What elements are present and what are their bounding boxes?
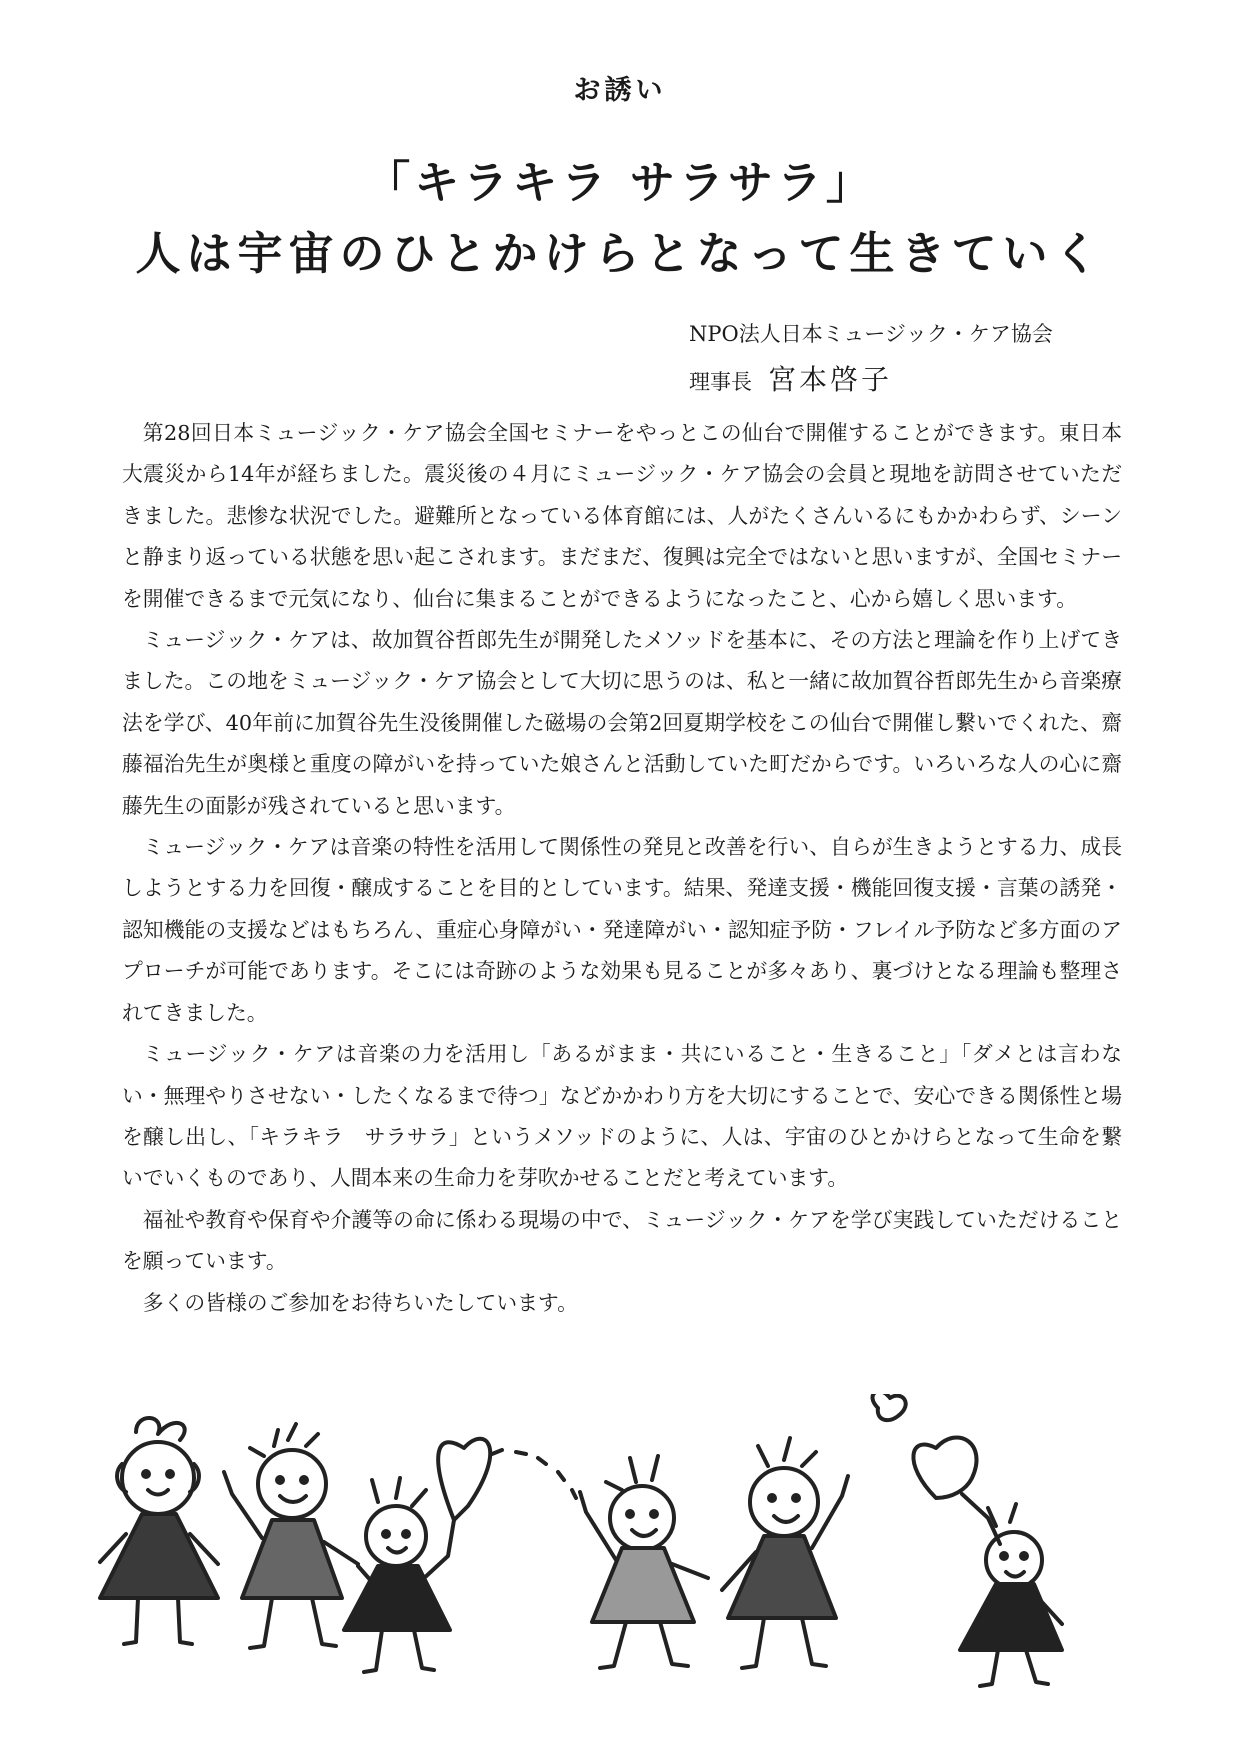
paragraph: ミュージック・ケアは音楽の力を活用し「あるがまま・共にいること・生きること」「ダメとは言わない・無理やりさせない・したくなるまで待つ」などかかわり方を大切にすることで、安心できる関係性と場を醸し出し、「キラキラ サラサラ」というメソッドのように、人は、宇宙のひとかけらとなって生命を繋いでいくものであり、人間本来の生命力を芽吹かせることだと考えています。 (122, 1042, 1122, 1191)
paragraph: ミュージック・ケアは、故加賀谷哲郎先生が開発したメソッドを基本に、その方法と理論を作り上げてきました。この地をミュージック・ケア協会として大切に思うのは、私と一緒に故加賀谷哲郎先生から音楽療法を学び、40年前に加賀谷先生没後開催した磁場の会第2回夏期学校をこの仙台で開催し繋いでくれた、齋藤福治先生が奥様と重度の障がいを持っていた娘さんと活動していた町だからです。いろいろな人の心に齋藤先生の面影が残されていると思います。 (122, 628, 1122, 818)
child-2-figure (224, 1424, 358, 1648)
child-1-figure (100, 1418, 218, 1644)
title-line-2: 人は宇宙のひとかけらとなって生きていく (135, 227, 1105, 280)
author-organization: NPO法人日本ミュージック・ケア協会 (689, 322, 1053, 346)
floating-balloon-shape (873, 1394, 906, 1420)
paragraph: 福祉や教育や保育や介護等の命に係わる現場の中で、ミュージック・ケアを学び実践していただけることを願っています。 (122, 1207, 1122, 1274)
child-5-figure (722, 1438, 848, 1668)
paragraph: ミュージック・ケアは音楽の特性を活用して関係性の発見と改善を行い、自らが生きようとする力、成長しようとする力を回復・醸成することを目的としています。結果、発達支援・機能回復支援・言葉の誘発・認知機能の支援などはもちろん、重症心身障がい・発達障がい・認知症予防・フレイル予防など多方面のアプローチが可能であります。そこには奇跡のような効果も見ることが多々あり、裏づけとなる理論も整理されてきました。 (122, 835, 1122, 1025)
author-name: 宮本啓子 (768, 363, 893, 396)
body-text (122, 413, 1122, 1324)
child-6-figure (913, 1437, 1062, 1686)
invitation-heading: お誘い (573, 75, 667, 106)
child-3-figure (344, 1439, 576, 1672)
author-line (689, 358, 892, 398)
paragraph: 多くの皆様のご参加をお待ちいたしています。 (142, 1290, 578, 1315)
title-line-1: 「キラキラ サラサラ」 (365, 156, 875, 209)
paragraph: 第28回日本ミュージック・ケア協会全国セミナーをやっとこの仙台で開催することができます。東日本大震災から14年が経ちました。震災後の４月にミュージック・ケア協会の会員と現地を訪問させていただきました。悲惨な状況でした。避難所となっている体育館には、人がたくさんいるにもかかわらず、シーンと静まり返っている状態を思い起こされます。まだまだ、復興は完全ではないと思いますが、全国セミナーを開催できるまで元気になり、仙台に集まることができるようになったこと、心から嬉しく思います。 (122, 421, 1122, 611)
child-4-figure (580, 1456, 708, 1668)
author-role: 理事長 (689, 370, 752, 394)
children-illustration (96, 1394, 1146, 1694)
